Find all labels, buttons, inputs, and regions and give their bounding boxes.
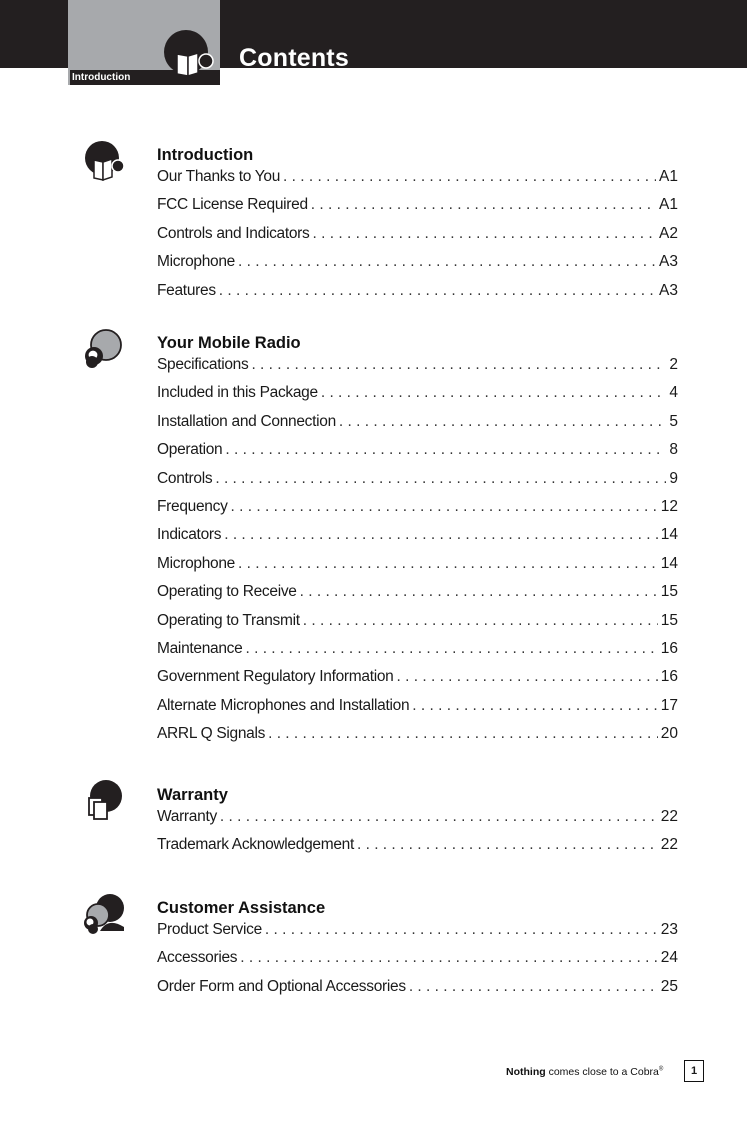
- entry-page: 15: [660, 611, 678, 629]
- entry-label: Operating to Transmit: [157, 611, 300, 629]
- entry-page: 16: [660, 639, 678, 657]
- entry-label: Installation and Connection: [157, 412, 336, 430]
- dot-leader: [215, 470, 666, 488]
- entry-page: 25: [660, 977, 678, 995]
- customer-assistance-icon: [80, 893, 128, 941]
- entry-page: 22: [660, 836, 678, 854]
- entry-label: Microphone: [157, 554, 235, 572]
- toc-entries: [157, 356, 678, 753]
- entry-label: Alternate Microphones and Installation: [157, 696, 410, 714]
- toc-entry[interactable]: [157, 225, 678, 253]
- entry-label: Maintenance: [157, 639, 243, 657]
- entry-label: Controls and Indicators: [157, 224, 310, 242]
- book-icon: [160, 28, 218, 82]
- toc-entry[interactable]: [157, 413, 678, 441]
- entry-page: 4: [669, 384, 678, 402]
- toc-entry[interactable]: [157, 978, 678, 1006]
- entry-page: 17: [660, 696, 678, 714]
- toc-entry[interactable]: [157, 949, 678, 977]
- entry-page: A3: [659, 281, 678, 299]
- dot-leader: [219, 282, 656, 300]
- dot-leader: [357, 836, 658, 854]
- toc-entries: [157, 168, 678, 310]
- entry-label: FCC License Required: [157, 196, 308, 214]
- footer-slogan: [506, 1066, 663, 1078]
- toc-entry[interactable]: [157, 498, 678, 526]
- entry-page: A1: [659, 196, 678, 214]
- entry-page: A1: [659, 168, 678, 185]
- section-tab-label: Introduction: [70, 70, 220, 85]
- toc-entries: [157, 808, 678, 865]
- entry-label: Operation: [157, 441, 223, 459]
- section-title: Your Mobile Radio: [157, 334, 301, 352]
- toc-entry[interactable]: [157, 526, 678, 554]
- dot-leader: [245, 640, 657, 658]
- toc-entry[interactable]: [157, 168, 678, 196]
- dot-leader: [300, 583, 658, 601]
- toc-entry[interactable]: [157, 836, 678, 864]
- toc-entry[interactable]: [157, 282, 678, 310]
- toc-entry[interactable]: [157, 808, 678, 836]
- slogan-rest: comes close to a Cobra: [548, 1066, 659, 1078]
- toc-entry[interactable]: [157, 640, 678, 668]
- section-title: Customer Assistance: [157, 899, 326, 917]
- entry-label: Controls: [157, 469, 213, 487]
- entry-page: 16: [660, 668, 678, 686]
- entry-label: Frequency: [157, 497, 228, 515]
- dot-leader: [397, 668, 658, 686]
- dot-leader: [238, 253, 656, 271]
- toc-entry[interactable]: [157, 921, 678, 949]
- toc-entry[interactable]: [157, 441, 678, 469]
- entry-label: Operating to Receive: [157, 583, 297, 601]
- entry-page: 5: [669, 412, 678, 430]
- toc-entry[interactable]: [157, 253, 678, 281]
- dot-leader: [220, 808, 658, 826]
- entry-label: Government Regulatory Information: [157, 668, 394, 686]
- entry-label: Features: [157, 281, 216, 299]
- toc-entries: [157, 921, 678, 1006]
- entry-label: Warranty: [157, 808, 217, 825]
- entry-page: 9: [669, 469, 678, 487]
- entry-label: ARRL Q Signals: [157, 725, 266, 743]
- dot-leader: [224, 526, 658, 544]
- entry-label: Included in this Package: [157, 384, 318, 402]
- entry-label: Indicators: [157, 526, 222, 544]
- entry-label: Trademark Acknowledgement: [157, 836, 354, 854]
- toc-entry[interactable]: [157, 555, 678, 583]
- toc-entry[interactable]: [157, 725, 678, 753]
- entry-page: 14: [660, 526, 678, 544]
- dot-leader: [231, 498, 658, 516]
- entry-page: 20: [660, 725, 678, 743]
- slogan-bold: Nothing: [506, 1066, 546, 1078]
- dot-leader: [238, 555, 658, 573]
- dot-leader: [225, 441, 666, 459]
- entry-page: A2: [659, 224, 678, 242]
- entry-label: Our Thanks to You: [157, 168, 281, 185]
- radio-circles-icon: [80, 328, 128, 376]
- entry-page: 15: [660, 583, 678, 601]
- toc-entry[interactable]: [157, 384, 678, 412]
- entry-page: 22: [660, 808, 678, 825]
- registered-mark: ®: [658, 1066, 664, 1073]
- section-title: Introduction: [157, 146, 254, 164]
- entry-label: Accessories: [157, 949, 238, 967]
- entry-label: Product Service: [157, 921, 262, 938]
- dot-leader: [265, 921, 658, 939]
- entry-page: 2: [669, 356, 678, 373]
- dot-leader: [339, 413, 666, 431]
- page-number: 1: [684, 1060, 704, 1082]
- toc-entry[interactable]: [157, 583, 678, 611]
- entry-page: 12: [660, 497, 678, 515]
- dot-leader: [313, 225, 657, 243]
- entry-label: Order Form and Optional Accessories: [157, 977, 406, 995]
- entry-page: 23: [660, 921, 678, 938]
- toc-entry[interactable]: [157, 668, 678, 696]
- dot-leader: [409, 978, 658, 996]
- dot-leader: [283, 168, 656, 186]
- toc-entry[interactable]: [157, 470, 678, 498]
- entry-page: 14: [660, 554, 678, 572]
- entry-page: 24: [660, 949, 678, 967]
- dot-leader: [311, 196, 656, 214]
- toc-entry[interactable]: [157, 196, 678, 224]
- documents-icon: [80, 780, 128, 828]
- entry-page: 8: [669, 441, 678, 459]
- entry-label: Microphone: [157, 253, 235, 271]
- dot-leader: [240, 949, 657, 967]
- book-icon: [80, 140, 128, 188]
- page-title: Contents: [239, 44, 349, 72]
- entry-label: Specifications: [157, 356, 249, 373]
- section-title: Warranty: [157, 786, 228, 804]
- toc-entry[interactable]: [157, 697, 678, 725]
- dot-leader: [412, 697, 657, 715]
- dot-leader: [321, 384, 667, 402]
- toc-entry[interactable]: [157, 612, 678, 640]
- dot-leader: [251, 356, 666, 374]
- dot-leader: [303, 612, 658, 630]
- toc-entry[interactable]: [157, 356, 678, 384]
- entry-page: A3: [659, 253, 678, 271]
- dot-leader: [268, 725, 658, 743]
